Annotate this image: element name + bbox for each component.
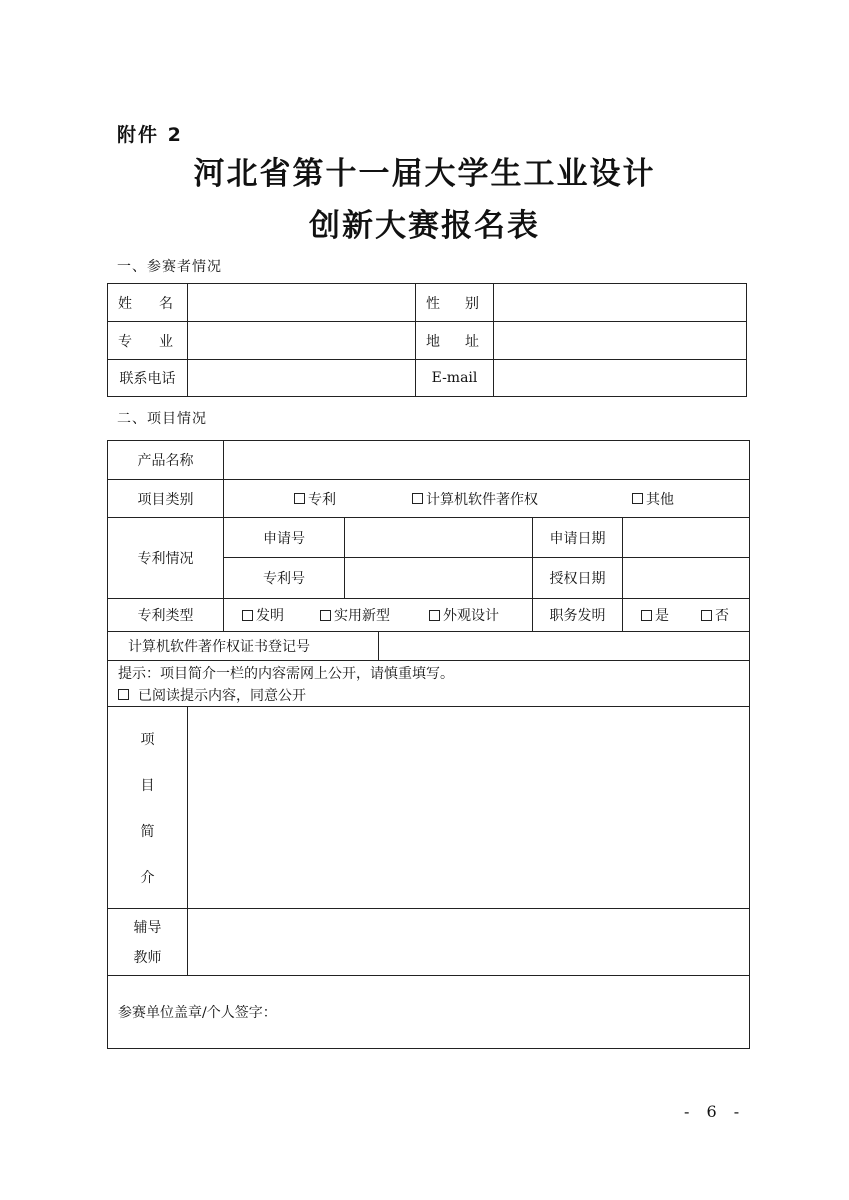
software-cert-label: 计算机软件著作权证书登记号	[108, 632, 379, 661]
category-options	[224, 480, 749, 518]
checkbox-icon	[118, 689, 129, 700]
major-field[interactable]	[188, 322, 416, 360]
checkbox-icon	[632, 493, 643, 504]
attachment-label: 附件 2	[117, 124, 183, 146]
advisor-label: 辅导 教师	[108, 909, 188, 976]
grant-date-field[interactable]	[623, 558, 749, 599]
patent-type-invention[interactable]: 发明	[242, 605, 284, 625]
form-title-line1: 河北省第十一届大学生工业设计	[193, 156, 656, 192]
category-label: 项目类别	[108, 480, 224, 518]
gender-field[interactable]	[494, 284, 746, 322]
section-heading-participant: 一、参赛者情况	[117, 259, 222, 275]
patent-no-field[interactable]	[345, 558, 533, 599]
patent-type-options	[224, 599, 533, 632]
checkbox-icon	[641, 610, 652, 621]
project-table	[107, 440, 750, 1049]
project-intro-field[interactable]	[188, 707, 749, 909]
patent-type-label: 专利类型	[108, 599, 224, 632]
patent-type-design[interactable]: 外观设计	[429, 605, 499, 625]
checkbox-icon	[701, 610, 712, 621]
product-name-field[interactable]	[224, 441, 749, 480]
patent-status-label: 专利情况	[108, 518, 224, 599]
phone-field[interactable]	[188, 360, 416, 396]
section-heading-project: 二、项目情况	[117, 411, 207, 427]
form-title-line2: 创新大赛报名表	[309, 208, 540, 244]
major-label: 专 业	[108, 322, 188, 360]
patent-no-label: 专利号	[224, 558, 345, 599]
address-field[interactable]	[494, 322, 746, 360]
software-cert-field[interactable]	[379, 632, 749, 661]
grant-date-label: 授权日期	[533, 558, 623, 599]
service-invention-label: 职务发明	[533, 599, 623, 632]
consent-checkbox[interactable]: 已阅读提示内容，同意公开	[118, 685, 306, 705]
notice-block	[108, 661, 749, 707]
service-invention-no[interactable]: 否	[701, 605, 729, 625]
advisor-field[interactable]	[188, 909, 749, 976]
application-date-label: 申请日期	[533, 518, 623, 558]
category-option-patent[interactable]: 专利	[294, 489, 336, 509]
signature-field[interactable]	[108, 976, 749, 1048]
address-label: 地 址	[416, 322, 494, 360]
checkbox-icon	[294, 493, 305, 504]
name-label: 姓 名	[108, 284, 188, 322]
checkbox-icon	[412, 493, 423, 504]
patent-type-utility[interactable]: 实用新型	[320, 605, 390, 625]
name-field[interactable]	[188, 284, 416, 322]
signature-label: 参赛单位盖章/个人签字：	[118, 1005, 277, 1021]
checkbox-icon	[242, 610, 253, 621]
phone-label: 联系电话	[108, 360, 188, 396]
product-name-label: 产品名称	[108, 441, 224, 480]
application-no-field[interactable]	[345, 518, 533, 558]
email-label: E-mail	[416, 360, 494, 396]
checkbox-icon	[429, 610, 440, 621]
category-option-other[interactable]: 其他	[632, 489, 674, 509]
notice-text: 提示：项目简介一栏的内容需网上公开，请慎重填写。	[118, 665, 454, 682]
service-invention-yes[interactable]: 是	[641, 605, 669, 625]
category-option-software[interactable]: 计算机软件著作权	[412, 489, 538, 509]
application-date-field[interactable]	[623, 518, 749, 558]
participant-table	[107, 283, 747, 397]
page-number: - 6 -	[684, 1102, 746, 1121]
project-intro-label: 项 目 简 介	[108, 707, 188, 909]
gender-label: 性 别	[416, 284, 494, 322]
application-no-label: 申请号	[224, 518, 345, 558]
checkbox-icon	[320, 610, 331, 621]
email-field[interactable]	[494, 360, 746, 396]
service-invention-options	[623, 599, 749, 632]
